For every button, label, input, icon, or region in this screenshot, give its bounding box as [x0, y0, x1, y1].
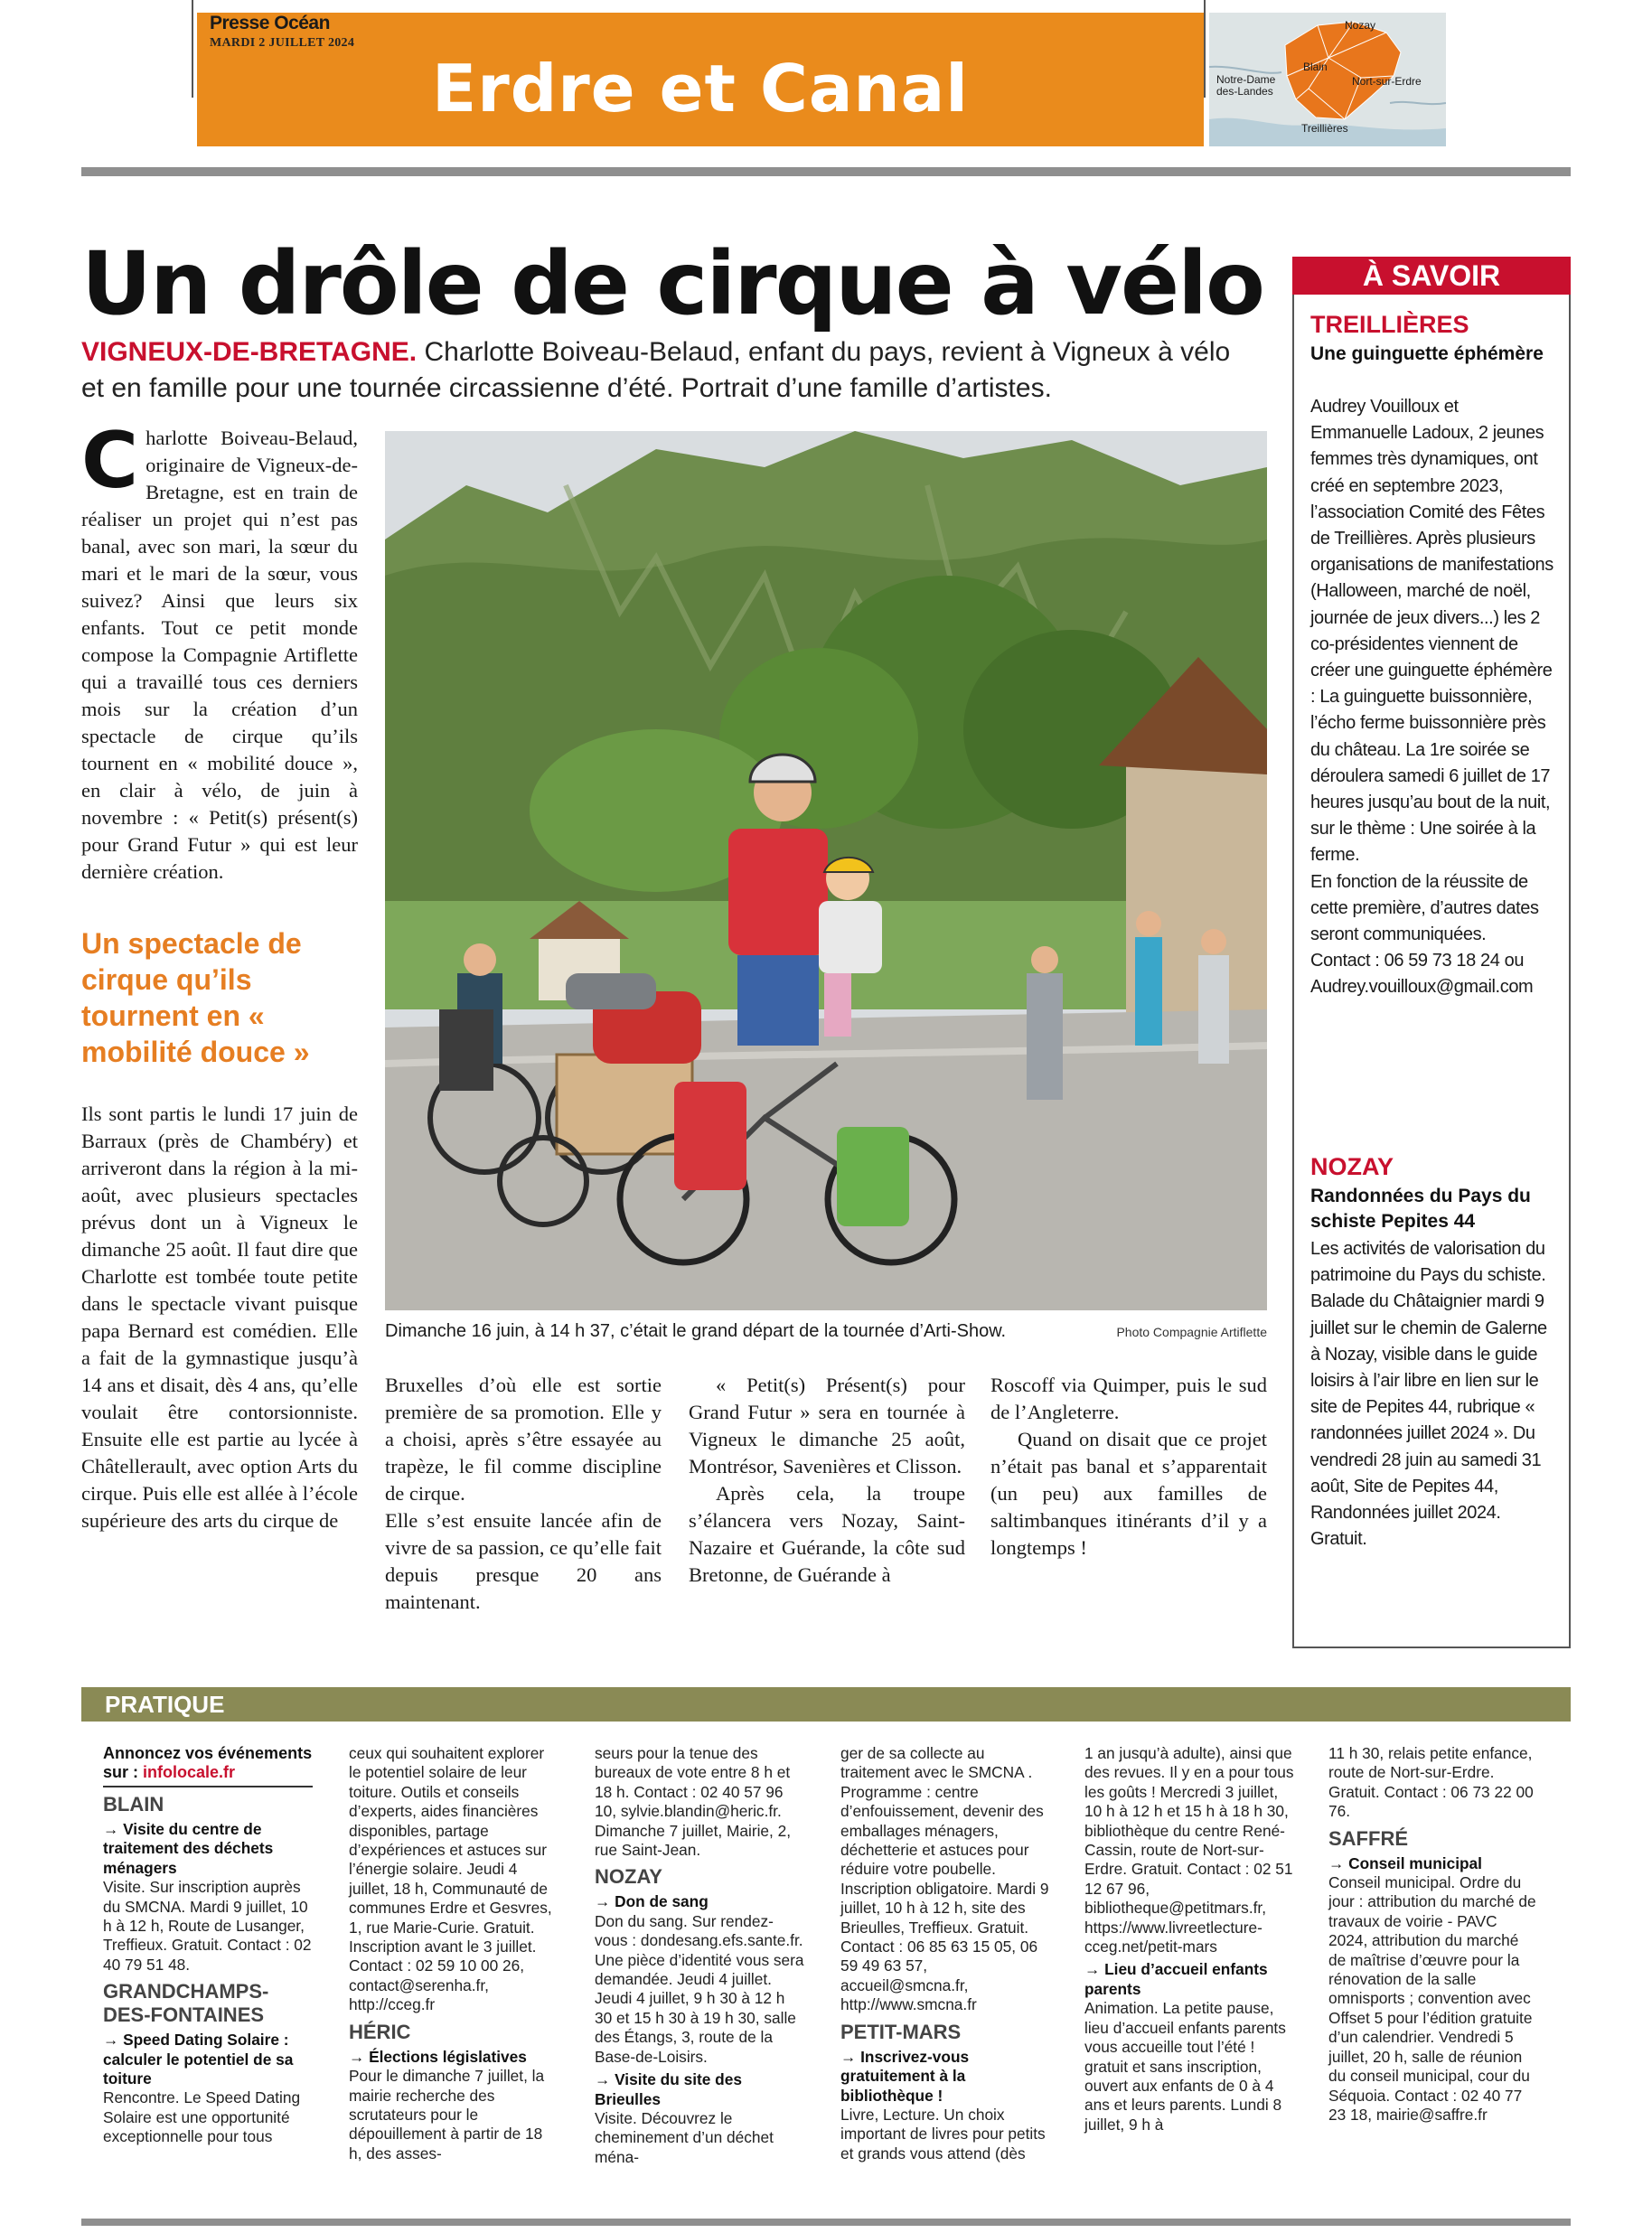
pratique-column-2	[349, 1744, 558, 2163]
region-map	[1209, 13, 1446, 146]
a-savoir-box	[1292, 257, 1571, 1612]
pratique-event-don-de-sang: → Don de sang	[595, 1892, 709, 1911]
pratique-text-conseil: Conseil municipal. Ordre du jour : attribution du marché de travaux de voirie - PAVC 2024, attribution du marché de maîtrise d’œuvre pour la rénovation de la salle omnisports ; convention avec Offset 5 pour l’édition gratuite d’un calendrier. Vendredi 5 juillet, 20 h, salle de réunion du conseil municipal, cour du Séquoia. Contact : 02 40 77 23 18, mairie@saffre.fr	[1328, 1873, 1536, 2124]
a-savoir-contact-guinguette: Contact : 06 59 73 18 24 ou Audrey.vouilloux@gmail.com	[1310, 951, 1534, 998]
article-paragraph-7: Roscoff via Quimper, puis le sud de l’Angleterre.	[990, 1374, 1267, 1423]
pratique-text-lieu-accueil-cont: 11 h 30, relais petite enfance, route de Nort-sur-Erdre. Gratuit. Contact : 06 73 22 00 76.	[1328, 1744, 1534, 1821]
pratique-text-speed-dating-cont: ceux qui souhaitent explorer le potentiel solaire de leur toiture. Outils et conseils d’experts, aides financières disponibles, partage d’expériences et astuces sur l’énergie solaire. Jeudi 4 juillet, 18 h, Communauté de communes Erdre et Gesvres, 1, rue Marie-Curie. Gratuit. Inscription avant le 3 juillet. Contact : 02 59 10 00 26, contact@serenha.fr, http://cceg.fr	[349, 1744, 552, 2014]
pratique-text-lieu-accueil: Animation. La petite pause, lieu d’accueil enfants parents vous accueille tout l’été ! gratuit et sans inscription, ouvert aux enfants de 0 à 4 ans et leurs parents. Lundi 8 juillet, 9 h à	[1084, 1999, 1286, 2134]
article-photo-illustration	[385, 431, 1267, 1310]
header-rule	[81, 167, 1571, 176]
pratique-text-bibliotheque-cont: 1 an jusqu’à adulte), ainsi que des revues. Il y en a pour tous les goûts ! Mercredi 3 juillet, 10 h à 12 h et 15 h à 18 h 30, bibliothèque du centre René-Cassin, route de Nort-sur-Erdre. Gratuit. Contact : 02 51 12 67 96, bibliotheque@petitmars.fr, https://www.livreetlecture-cceg.net/petit-mars	[1084, 1744, 1294, 1956]
pratique-event-conseil: → Conseil municipal	[1328, 1853, 1482, 1872]
article-paragraph-2: Ils sont partis le lundi 17 juin de Barraux (près de Chambéry) et arriveront dans la région à la mi-août, avec plusieurs spectacles prévus dont un à Vigneux le dimanche 25 août. Il faut dire que Charlotte est tombée toute petite dans le spectacle vivant puisque papa Bernard est comédien. Elle a fait de la gymnastique jusqu’à 14 ans et disait, dès 4 ans, qu’elle voulait être contorsionniste. Ensuite elle est partie au lycée à Châtellerault, avec option Arts du cirque. Puis elle est allée à l’école supérieure des arts du cirque de	[81, 1102, 358, 1532]
footer-rule	[81, 2219, 1571, 2226]
a-savoir-title: À SAVOIR	[1292, 257, 1571, 295]
pratique-bar	[81, 1687, 1571, 1722]
article-photo	[385, 431, 1267, 1310]
pratique-column-6	[1328, 1744, 1538, 2125]
pratique-event-elections: → Élections législatives	[349, 2047, 527, 2066]
pratique-column-5	[1084, 1744, 1294, 2134]
pratique-text-elections: Pour le dimanche 7 juillet, la mairie recherche des scrutateurs pour le dépouillement à partir de 18 h, des asses-	[349, 2067, 545, 2163]
pratique-text-brieulles-cont: ger de sa collecte au traitement avec le SMCNA . Programme : centre d’enfouissement, devenir des emballages ménagers, déchetterie et astuces pour réduire votre poubelle. Inscription obligatoire. Mardi 9 juillet, 10 h à 12 h, site des Brieulles, Treffieux. Gratuit. Contact : 06 85 63 15 05, 06 59 49 63 57, accueil@smcna.fr, http://www.smcna.fr	[840, 1744, 1049, 2014]
pratique-column-4	[840, 1744, 1050, 2163]
article-paragraph-4: Elle s’est ensuite lancée afin de vivre de sa passion, ce qu’elle fait depuis presque 20 ans maintenant.	[385, 1509, 662, 1613]
map-label-blain: Blain	[1303, 61, 1328, 73]
standfirst-text: Charlotte Boiveau-Belaud, enfant du pays, revient à Vigneux à vélo et en famille pour une tournée circassienne d’été. Portrait d’une famille d’artistes.	[81, 337, 1231, 403]
pratique-text-elections-cont: seurs pour la tenue des bureaux de vote entre 8 h et 18 h. Contact : 02 40 57 96 10, sylvie.blandin@heric.fr. Dimanche 7 juillet, Mairie, 2, rue Saint-Jean.	[595, 1744, 792, 1860]
pratique-event-brieulles: → Visite du site des Brieulles	[595, 2070, 742, 2108]
pratique-event-bibliotheque: → Inscrivez-vous gratuitement à la bibliothèque !	[840, 2047, 970, 2105]
a-savoir-city-nozay: NOZAY	[1310, 1153, 1394, 1180]
article-column-4	[990, 1372, 1267, 1562]
section-title: Erdre et Canal	[432, 51, 969, 127]
a-savoir-text-guinguette	[1310, 394, 1554, 1001]
article-paragraph-8: Quand on disait que ce projet n’était pas banal et s’apparentait (un peu) aux familles de saltimbanques itinérants d’il y a longtemps !	[990, 1428, 1267, 1559]
a-savoir-text-guinguette-p1: Audrey Vouilloux et Emmanuelle Ladoux, 2 jeunes femmes très dynamiques, ont créé en septembre 2023, l’association Comité des Fêtes de Treillières. Après plusieurs organisations de manifestations (Halloween, marché de noël, journée de jeux divers...) les 2 co-présidentes viennent de créer une guinguette éphémère : La guinguette buissonnière, l’écho ferme buissonnière près du château. La 1re soirée se déroulera samedi 6 juillet de 17 heures jusqu’au bout de la nuit, sur le thème : Une soirée à la ferme.	[1310, 397, 1553, 866]
pratique-city-petit-mars: PETIT-MARS	[840, 2020, 962, 2043]
pratique-intro	[103, 1744, 313, 1787]
article-headline: Un drôle de cirque à vélo	[81, 233, 1263, 334]
header-divider-right	[1204, 0, 1206, 98]
a-savoir-text-randonnees: Les activités de valorisation du patrimoine du Pays du schiste. Balade du Châtaignier mardi 9 juillet sur le chemin de Galerne à Nozay, visible dans le guide loisirs à l’air libre en lien sur le site de Pepites 44, rubrique « randonnées juillet 2024 ». Du vendredi 28 juin au samedi 31 août, Site de Pepites 44, Randonnées juillet 2024. Gratuit.	[1310, 1239, 1547, 1550]
pratique-text-speed-dating: Rencontre. Le Speed Dating Solaire est une opportunité exceptionnelle pour tous	[103, 2088, 301, 2146]
article-paragraph-5: « Petit(s) Présent(s) pour Grand Futur » sera en tournée à Vigneux le dimanche 25 août, Montrésor, Savenières et Clisson.	[689, 1374, 965, 1478]
pratique-text-don-de-sang: Don du sang. Sur rendez-vous : dondesang.efs.sante.fr. Une pièce d’identité vous sera demandée. Jeudi 4 juillet. Jeudi 4 juillet, 9 h 30 à 12 h 30 et 15 h 30 à 19 h 30, salle des Étangs, 3, route de la Base-de-Loisirs.	[595, 1911, 804, 2066]
newspaper-brand: Presse Océan	[210, 13, 330, 33]
pratique-city-nozay: NOZAY	[595, 1865, 662, 1889]
article-paragraph-6: Après cela, la troupe s’élancera vers Nozay, Saint-Nazaire et Guérande, la côte sud Bretonne, de Guérande à	[689, 1482, 965, 1586]
infolocale-link[interactable]: infolocale.fr	[143, 1763, 236, 1781]
article-column-1a	[81, 416, 358, 886]
article-standfirst	[81, 334, 1256, 407]
article-subhead: Un spectacle de cirque qu’ils tournent en « mobilité douce »	[81, 927, 310, 1068]
article-column-2	[385, 1372, 662, 1616]
pratique-city-blain: BLAIN	[103, 1793, 164, 1815]
pratique-text-brieulles: Visite. Découvrez le cheminement d’un déchet ména-	[595, 2108, 774, 2166]
issue-date: MARDI 2 JUILLET 2024	[210, 36, 355, 50]
photo-credit: Photo Compagnie Artiflette	[1116, 1325, 1267, 1339]
pratique-event-speed-dating: → Speed Dating Solaire : calculer le potentiel de sa toiture	[103, 2031, 294, 2088]
pratique-city-heric: HÉRIC	[349, 2020, 411, 2043]
pratique-event-blain: → Visite du centre de traitement des déchets ménagers	[103, 1820, 274, 1877]
a-savoir-city-treillieres: TREILLIÈRES	[1310, 311, 1469, 338]
pratique-city-saffre: SAFFRÉ	[1328, 1826, 1408, 1850]
map-label-notre-dame: Notre-Dame des-Landes	[1216, 73, 1276, 98]
photo-caption: Dimanche 16 juin, à 14 h 37, c’était le grand départ de la tournée d’Arti-Show.	[385, 1321, 1007, 1341]
a-savoir-text-guinguette-p2: En fonction de la réussite de cette première, d’autres dates seront communiquées.	[1310, 871, 1539, 945]
pratique-intro-text: Annoncez vos événements sur :	[103, 1744, 313, 1781]
drop-cap: C	[81, 416, 139, 506]
header-divider-left	[192, 0, 193, 98]
pratique-text-bibliotheque: Livre, Lecture. Un choix important de livres pour petits et grands vous attend (dès	[840, 2105, 1046, 2163]
pratique-event-lieu-accueil: → Lieu d’accueil enfants parents	[1084, 1960, 1268, 1998]
map-label-nozay: Nozay	[1345, 19, 1376, 32]
article-column-3	[689, 1372, 965, 1589]
pratique-title: PRATIQUE	[105, 1691, 225, 1718]
pratique-text-blain: Visite. Sur inscription auprès du SMCNA. Mardi 9 juillet, 10 h à 12 h, Route de Lusanger, Treffieux. Gratuit. Contact : 02 40 79 51 48.	[103, 1878, 312, 1974]
article-paragraph-3: Bruxelles d’où elle est sortie première de sa promotion. Elle y a choisi, après s’être essayée au trapèze, le fil comme discipline de cirque.	[385, 1374, 662, 1505]
standfirst-place: VIGNEUX-DE-BRETAGNE.	[81, 337, 418, 367]
article-paragraph-1: harlotte Boiveau-Belaud, originaire de Vigneux-de-Bretagne, est en train de réaliser un projet qui n’est pas banal, avec son mari, la sœur du mari et le mari de la sœur, vous suivez? Ainsi que leurs six enfants. Tout ce petit monde compose la Compagnie Artiflette qui a travaillé tous ces derniers mois sur la création d’un spectacle de cirque qu’ils tournent en « mobilité douce », en clair à vélo, de juin à novembre : « Petit(s) présent(s) pour Grand Futur » qui est leur dernière création.	[81, 427, 358, 883]
article-column-1b	[81, 1101, 358, 1534]
pratique-column-3	[595, 1744, 804, 2167]
a-savoir-title-guinguette: Une guinguette éphémère	[1310, 343, 1544, 364]
map-label-treillieres: Treillières	[1301, 122, 1348, 135]
map-label-nort: Nort-sur-Erdre	[1352, 75, 1422, 88]
pratique-column-1	[103, 1744, 313, 2147]
pratique-city-grandchamps: GRANDCHAMPS-DES-FONTAINES	[103, 1980, 269, 2027]
a-savoir-title-randonnees: Randonnées du Pays du schiste Pepites 44	[1310, 1186, 1531, 1232]
